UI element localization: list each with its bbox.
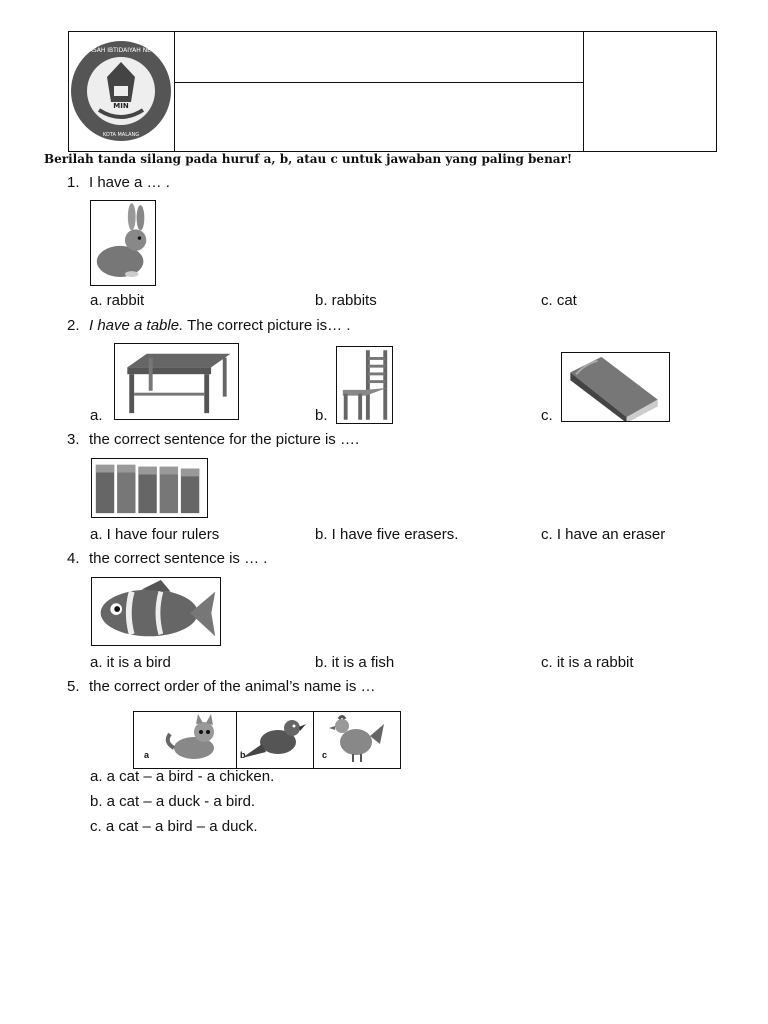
school-logo <box>69 32 174 151</box>
question-number: 1. <box>67 174 80 191</box>
fish-picture <box>91 577 221 646</box>
logo-text-mid: MIN <box>113 102 129 110</box>
q5-option-a[interactable]: a. a cat – a bird - a chicken. <box>90 768 275 785</box>
question-text-italic: I have a table. <box>89 317 184 334</box>
question-number: 4. <box>67 550 80 567</box>
picture-label-a: a <box>144 750 150 760</box>
header-divider <box>174 82 584 83</box>
question-3 <box>67 431 359 448</box>
q5-option-b[interactable]: b. a cat – a duck - a bird. <box>90 793 256 810</box>
q2-option-c[interactable]: c. <box>541 407 553 424</box>
animals-picture <box>133 711 401 769</box>
rabbit-icon <box>91 201 155 285</box>
q1-option-c[interactable]: c. cat <box>541 292 577 309</box>
question-number: 5. <box>67 678 80 695</box>
q2-option-a[interactable]: a. <box>90 407 103 424</box>
question-1 <box>67 174 170 191</box>
question-4 <box>67 550 267 567</box>
question-number: 3. <box>67 431 80 448</box>
table-picture[interactable] <box>114 343 239 420</box>
book-picture[interactable] <box>561 352 670 422</box>
erasers-picture <box>91 458 208 518</box>
logo-text-top: MADRASAH IBTIDAIYAH NEGERI 1 <box>70 47 172 54</box>
chair-picture[interactable] <box>336 346 393 424</box>
q4-option-b[interactable]: b. it is a fish <box>315 654 395 671</box>
q3-option-c[interactable]: c. I have an eraser <box>541 526 666 543</box>
instruction-text: Berilah tanda silang pada huruf a, b, atau c untuk jawaban yang paling benar! <box>44 152 573 166</box>
header-table <box>68 31 717 152</box>
erasers-icon <box>92 459 207 517</box>
q3-option-a[interactable]: a. I have four rulers <box>90 526 220 543</box>
rabbit-picture <box>90 200 156 286</box>
bird-icon <box>240 714 310 764</box>
question-text: the correct sentence is … . <box>89 550 268 567</box>
book-icon <box>562 353 669 421</box>
question-text: the correct sentence for the picture is …. <box>89 431 360 448</box>
logo-text-bottom: KOTA MALANG <box>102 132 140 138</box>
q4-option-a[interactable]: a. it is a bird <box>90 654 171 671</box>
q3-option-b[interactable]: b. I have five erasers. <box>315 526 459 543</box>
picture-label-c: c <box>322 750 328 760</box>
fish-icon <box>92 578 220 645</box>
q5-option-c[interactable]: c. a cat – a bird – a duck. <box>90 818 258 835</box>
question-number: 2. <box>67 317 80 334</box>
chicken-icon <box>326 714 386 764</box>
picture-label-b: b <box>240 750 246 760</box>
chair-icon <box>337 347 392 423</box>
q1-option-a[interactable]: a. rabbit <box>90 292 145 309</box>
question-text: the correct order of the animal’s name is … <box>89 678 376 695</box>
q4-option-c[interactable]: c. it is a rabbit <box>541 654 634 671</box>
table-icon <box>115 344 238 419</box>
question-text: I have a … . <box>89 174 170 191</box>
question-text: The correct picture is… . <box>183 317 351 334</box>
header-score-cell <box>583 32 716 151</box>
q2-option-b[interactable]: b. <box>315 407 328 424</box>
question-5 <box>67 678 376 695</box>
header-logo-cell <box>69 32 175 151</box>
question-2 <box>67 317 351 334</box>
q1-option-b[interactable]: b. rabbits <box>315 292 377 309</box>
cat-icon <box>164 714 224 764</box>
